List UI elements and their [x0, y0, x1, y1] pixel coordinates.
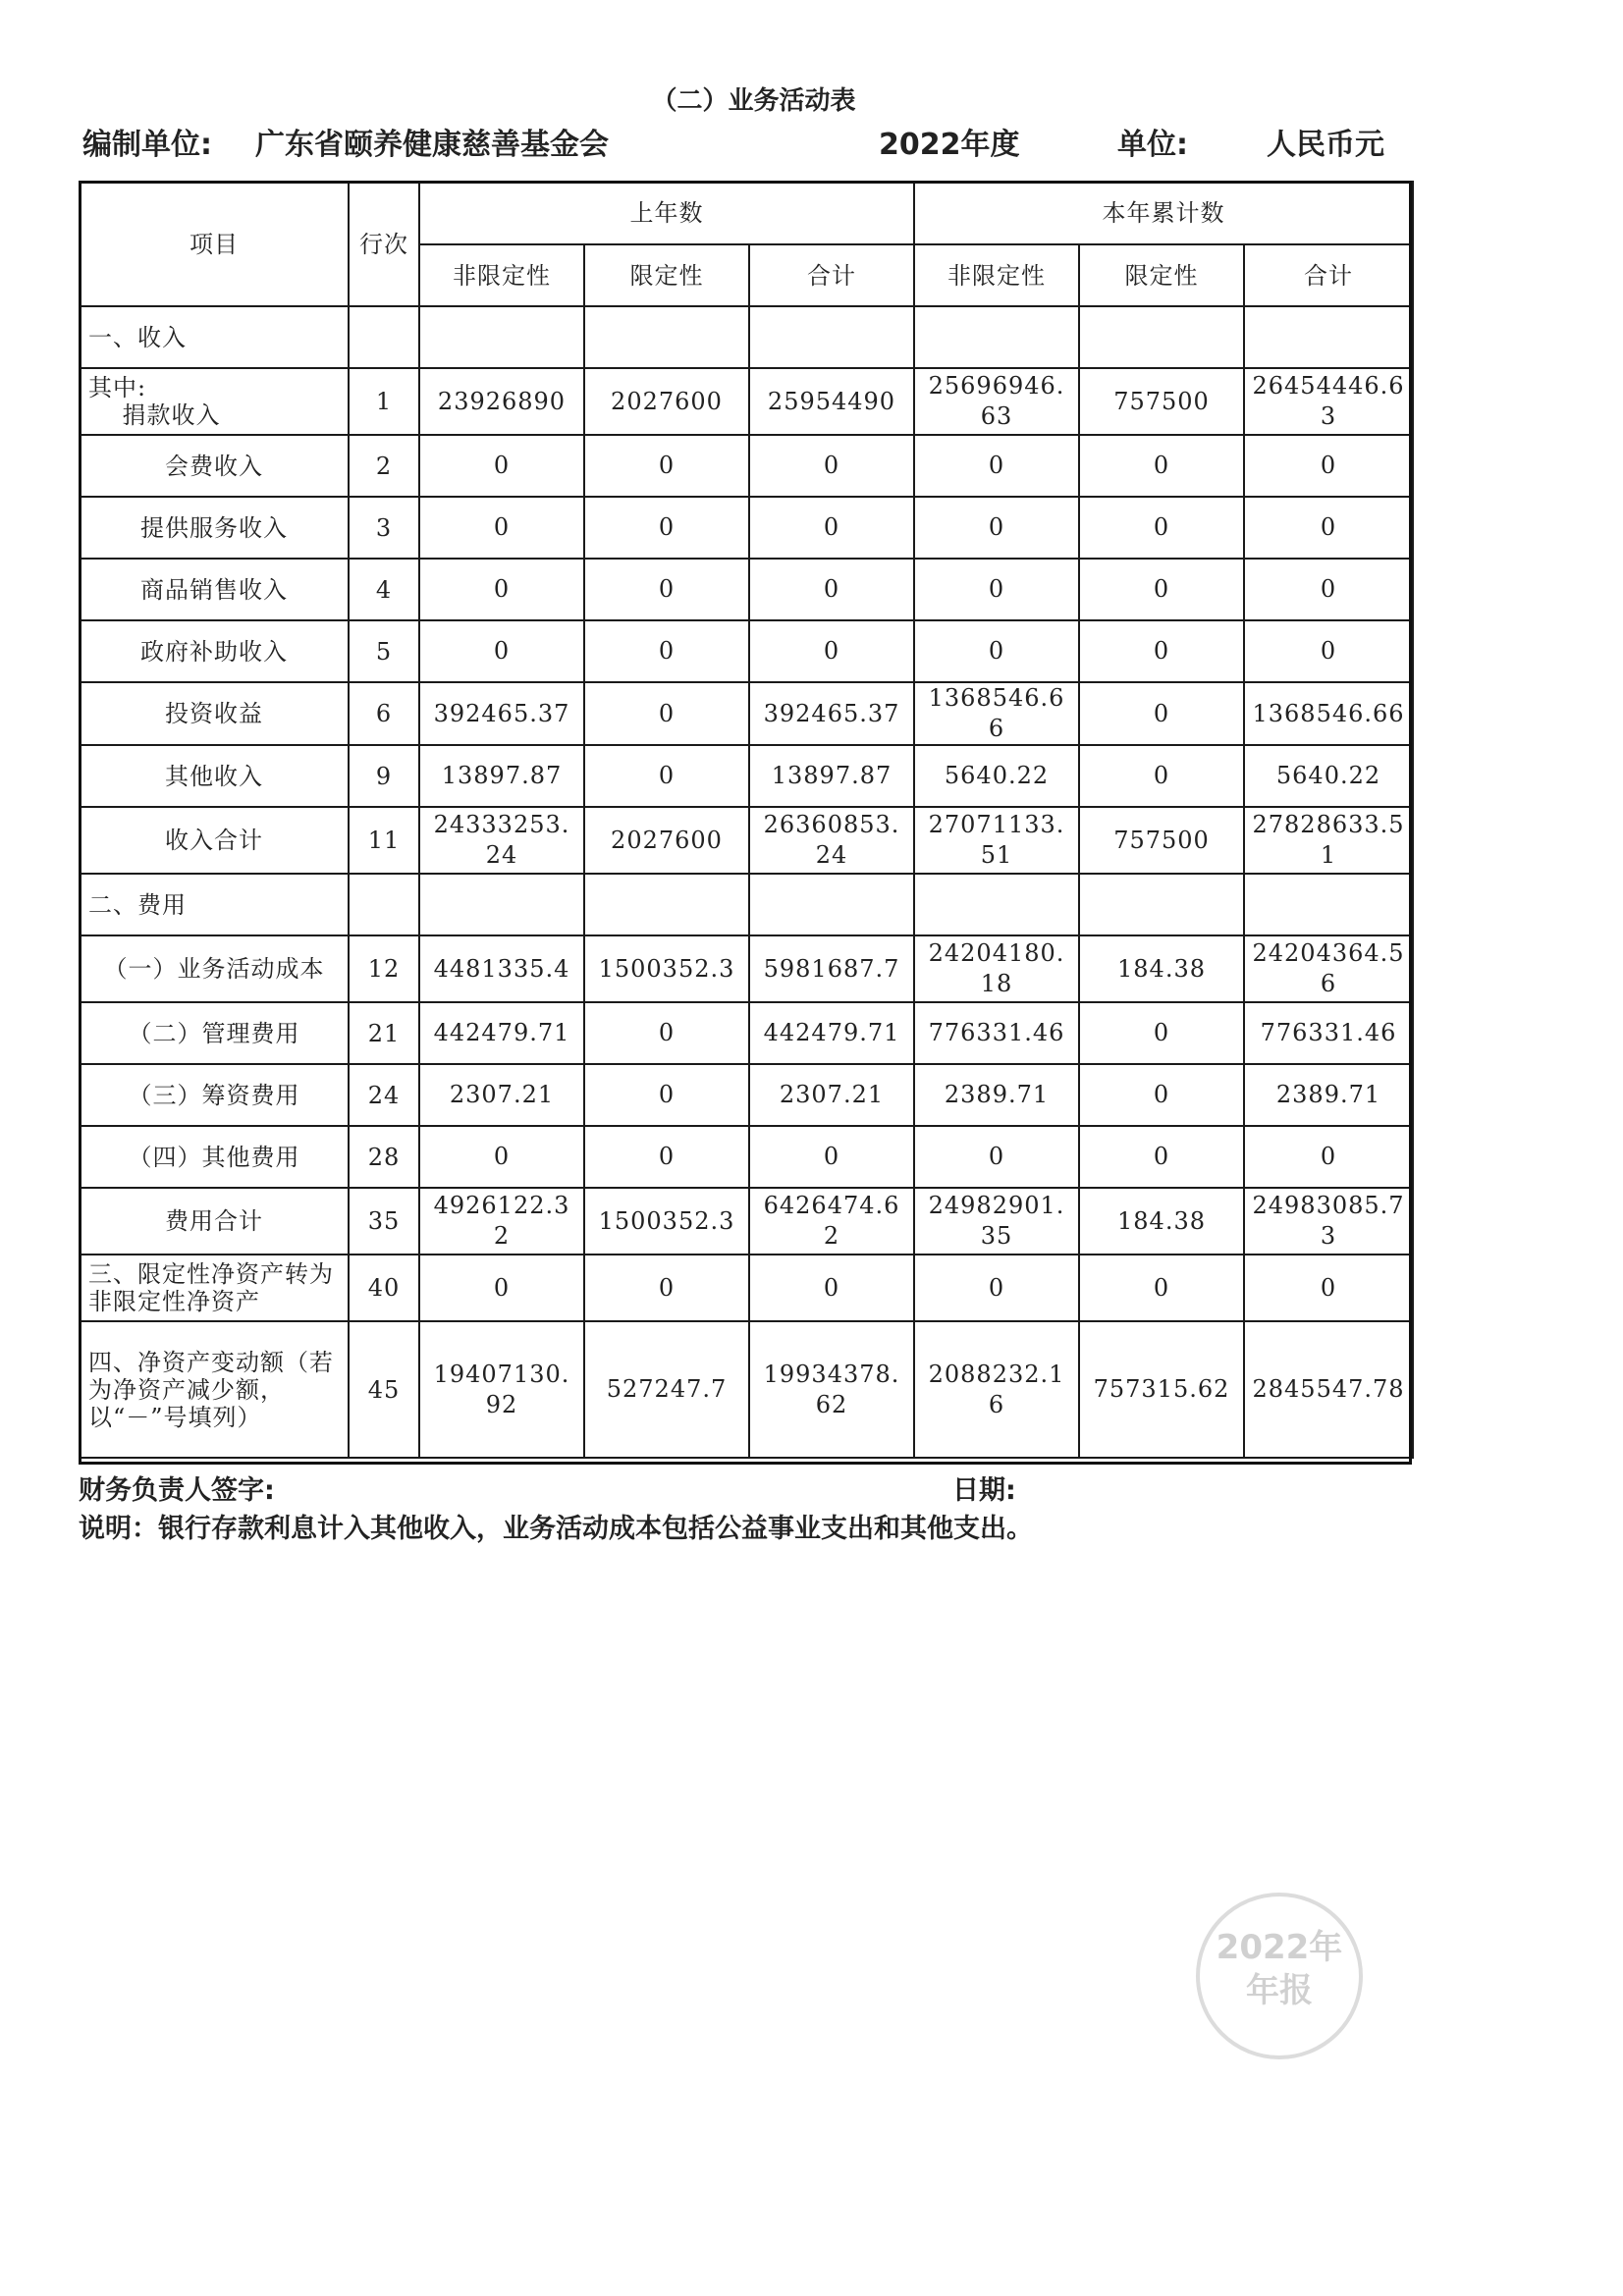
- row-label: （二）管理费用: [80, 1002, 349, 1064]
- cell-value: 776331.46: [1244, 1002, 1413, 1064]
- footnote: 说明：银行存款利息计入其他收入，业务活动成本包括公益事业支出和其他支出。: [79, 1514, 1033, 1544]
- cell-value: 24982901.35: [914, 1188, 1079, 1255]
- row-label: 投资收益: [80, 682, 349, 745]
- cell-value: 0: [749, 1126, 914, 1188]
- cell-value: 0: [1079, 1255, 1244, 1321]
- row-line-no: 9: [349, 745, 419, 807]
- header-row-no: 行次: [349, 182, 419, 306]
- cell-value: 6426474.62: [749, 1188, 914, 1255]
- table-row: [80, 497, 1413, 559]
- row-label: （四）其他费用: [80, 1126, 349, 1188]
- row-line-no: 45: [349, 1321, 419, 1458]
- cell-value: 0: [914, 497, 1079, 559]
- cell-value: 0: [914, 620, 1079, 682]
- cell-value: 0: [749, 497, 914, 559]
- row-line-no: [349, 874, 419, 935]
- table-row: [80, 682, 1413, 745]
- cell-value: 27828633.51: [1244, 807, 1413, 874]
- cell-value: 0: [914, 435, 1079, 497]
- cell-value: 0: [1079, 620, 1244, 682]
- header-prev-year: 上年数: [419, 182, 914, 244]
- row-label: （一）业务活动成本: [80, 935, 349, 1002]
- row-label: 一、收入: [80, 306, 349, 368]
- cell-value: 0: [1079, 745, 1244, 807]
- table-row: [80, 435, 1413, 497]
- cell-value: 184.38: [1079, 1188, 1244, 1255]
- cell-value: [584, 306, 749, 368]
- table-row: [80, 807, 1413, 874]
- cell-value: 0: [1244, 559, 1413, 620]
- cell-value: [1244, 306, 1413, 368]
- table-row: [80, 874, 1413, 935]
- table-row: [80, 559, 1413, 620]
- cell-value: 0: [749, 620, 914, 682]
- cell-value: 5640.22: [914, 745, 1079, 807]
- table-row: [80, 1064, 1413, 1126]
- cell-value: 0: [584, 435, 749, 497]
- cell-value: 0: [1244, 435, 1413, 497]
- cell-value: 392465.37: [419, 682, 584, 745]
- cell-value: 0: [419, 435, 584, 497]
- cell-value: 184.38: [1079, 935, 1244, 1002]
- row-label: 费用合计: [80, 1188, 349, 1255]
- cell-value: 0: [419, 559, 584, 620]
- row-label: 其中: 捐款收入: [80, 368, 349, 435]
- row-label: 提供服务收入: [80, 497, 349, 559]
- table-row: [80, 306, 1413, 368]
- cell-value: 1368546.66: [1244, 682, 1413, 745]
- cell-value: 757315.62: [1079, 1321, 1244, 1458]
- cell-value: 2027600: [584, 807, 749, 874]
- report-year: 2022年度: [879, 128, 1020, 162]
- cell-value: 0: [1079, 1126, 1244, 1188]
- row-label: 收入合计: [80, 807, 349, 874]
- cell-value: [419, 306, 584, 368]
- row-line-no: 5: [349, 620, 419, 682]
- table-row: [80, 1188, 1413, 1255]
- cell-value: [1079, 306, 1244, 368]
- row-line-no: 28: [349, 1126, 419, 1188]
- stamp-line2: 年报: [1246, 1971, 1313, 2010]
- header-this-year: 本年累计数: [914, 182, 1413, 244]
- cell-value: 0: [914, 559, 1079, 620]
- cell-value: 0: [1079, 497, 1244, 559]
- cell-value: 1368546.66: [914, 682, 1079, 745]
- cell-value: 0: [584, 497, 749, 559]
- table-row: [80, 368, 1413, 435]
- cell-value: 26454446.63: [1244, 368, 1413, 435]
- cell-value: 0: [584, 1126, 749, 1188]
- row-label: 二、费用: [80, 874, 349, 935]
- cell-value: 24204364.56: [1244, 935, 1413, 1002]
- cell-value: 2389.71: [914, 1064, 1079, 1126]
- row-line-no: 12: [349, 935, 419, 1002]
- cell-value: 757500: [1079, 368, 1244, 435]
- cell-value: 0: [1079, 1002, 1244, 1064]
- row-label: （三）筹资费用: [80, 1064, 349, 1126]
- cell-value: 19407130.92: [419, 1321, 584, 1458]
- cell-value: 0: [584, 745, 749, 807]
- cell-value: 25696946.63: [914, 368, 1079, 435]
- table-row: [80, 620, 1413, 682]
- cell-value: 0: [419, 620, 584, 682]
- cell-value: 0: [1244, 497, 1413, 559]
- cell-value: 23926890: [419, 368, 584, 435]
- cell-value: 0: [1079, 1064, 1244, 1126]
- cell-value: 0: [584, 559, 749, 620]
- row-line-no: 4: [349, 559, 419, 620]
- cell-value: 2307.21: [749, 1064, 914, 1126]
- table-row: [80, 1321, 1413, 1458]
- row-line-no: [349, 306, 419, 368]
- cell-value: [584, 874, 749, 935]
- header-prev-restricted: 限定性: [584, 244, 749, 306]
- cell-value: [1244, 874, 1413, 935]
- cell-value: 0: [1079, 435, 1244, 497]
- row-line-no: 40: [349, 1255, 419, 1321]
- cell-value: 0: [1244, 1126, 1413, 1188]
- unit-name: 广东省颐养健康慈善基金会: [255, 128, 609, 162]
- currency-name: 人民币元: [1267, 128, 1384, 162]
- cell-value: 442479.71: [749, 1002, 914, 1064]
- cell-value: 1500352.3: [584, 935, 749, 1002]
- annual-report-stamp: [1196, 1893, 1363, 2059]
- cell-value: 0: [1244, 620, 1413, 682]
- cell-value: 527247.7: [584, 1321, 749, 1458]
- cell-value: 2307.21: [419, 1064, 584, 1126]
- cell-value: 0: [419, 1126, 584, 1188]
- cell-value: 1500352.3: [584, 1188, 749, 1255]
- cell-value: 5981687.7: [749, 935, 914, 1002]
- cell-value: 0: [1244, 1255, 1413, 1321]
- row-label: 四、净资产变动额（若为净资产减少额，以“－”号填列）: [80, 1321, 349, 1458]
- cell-value: 5640.22: [1244, 745, 1413, 807]
- table-row: [80, 935, 1413, 1002]
- cell-value: 0: [1079, 559, 1244, 620]
- row-line-no: 35: [349, 1188, 419, 1255]
- cell-value: [419, 874, 584, 935]
- row-label: 政府补助收入: [80, 620, 349, 682]
- table-row: [80, 1126, 1413, 1188]
- row-line-no: 1: [349, 368, 419, 435]
- cell-value: 0: [584, 620, 749, 682]
- cell-value: 0: [584, 1064, 749, 1126]
- row-line-no: 21: [349, 1002, 419, 1064]
- cell-value: 757500: [1079, 807, 1244, 874]
- stamp-line1: 2022年: [1216, 1928, 1343, 1967]
- cell-value: 0: [584, 682, 749, 745]
- cell-value: 27071133.51: [914, 807, 1079, 874]
- cell-value: 4926122.32: [419, 1188, 584, 1255]
- cell-value: 0: [1079, 682, 1244, 745]
- cell-value: 776331.46: [914, 1002, 1079, 1064]
- cell-value: 442479.71: [419, 1002, 584, 1064]
- row-label: 会费收入: [80, 435, 349, 497]
- row-line-no: 2: [349, 435, 419, 497]
- report-title: （二）业务活动表: [651, 86, 856, 116]
- activity-table: [79, 181, 1414, 1459]
- header-prev-unrestricted: 非限定性: [419, 244, 584, 306]
- cell-value: 0: [419, 1255, 584, 1321]
- cell-value: 26360853.24: [749, 807, 914, 874]
- cell-value: 2088232.16: [914, 1321, 1079, 1458]
- cell-value: 0: [749, 1255, 914, 1321]
- date-label: 日期:: [952, 1475, 1016, 1506]
- row-label: 三、限定性净资产转为非限定性净资产: [80, 1255, 349, 1321]
- row-line-no: 24: [349, 1064, 419, 1126]
- table-body: [80, 306, 1413, 1458]
- cell-value: 0: [749, 435, 914, 497]
- cell-value: 0: [584, 1002, 749, 1064]
- cell-value: [749, 874, 914, 935]
- cell-value: 0: [584, 1255, 749, 1321]
- unit-label: 编制单位:: [82, 128, 212, 162]
- cell-value: 2027600: [584, 368, 749, 435]
- cell-value: 0: [914, 1255, 1079, 1321]
- cell-value: [914, 306, 1079, 368]
- cell-value: 0: [419, 497, 584, 559]
- header-item: 项目: [80, 182, 349, 306]
- table-row: [80, 1002, 1413, 1064]
- cell-value: 25954490: [749, 368, 914, 435]
- currency-label: 单位:: [1117, 128, 1188, 162]
- cell-value: [749, 306, 914, 368]
- row-line-no: 3: [349, 497, 419, 559]
- cell-value: 24204180.18: [914, 935, 1079, 1002]
- row-line-no: 6: [349, 682, 419, 745]
- header-cur-total: 合计: [1244, 244, 1413, 306]
- row-label: 商品销售收入: [80, 559, 349, 620]
- cell-value: 392465.37: [749, 682, 914, 745]
- cell-value: 13897.87: [749, 745, 914, 807]
- signer-label: 财务负责人签字:: [79, 1475, 275, 1506]
- header-prev-total: 合计: [749, 244, 914, 306]
- header-cur-restricted: 限定性: [1079, 244, 1244, 306]
- cell-value: [1079, 874, 1244, 935]
- cell-value: 2845547.78: [1244, 1321, 1413, 1458]
- cell-value: 24983085.73: [1244, 1188, 1413, 1255]
- cell-value: 13897.87: [419, 745, 584, 807]
- cell-value: 0: [749, 559, 914, 620]
- cell-value: [914, 874, 1079, 935]
- table-row: [80, 745, 1413, 807]
- cell-value: 0: [914, 1126, 1079, 1188]
- row-label: 其他收入: [80, 745, 349, 807]
- table-row: [80, 1255, 1413, 1321]
- cell-value: 19934378.62: [749, 1321, 914, 1458]
- cell-value: 24333253.24: [419, 807, 584, 874]
- row-line-no: 11: [349, 807, 419, 874]
- cell-value: 2389.71: [1244, 1064, 1413, 1126]
- header-cur-unrestricted: 非限定性: [914, 244, 1079, 306]
- cell-value: 4481335.4: [419, 935, 584, 1002]
